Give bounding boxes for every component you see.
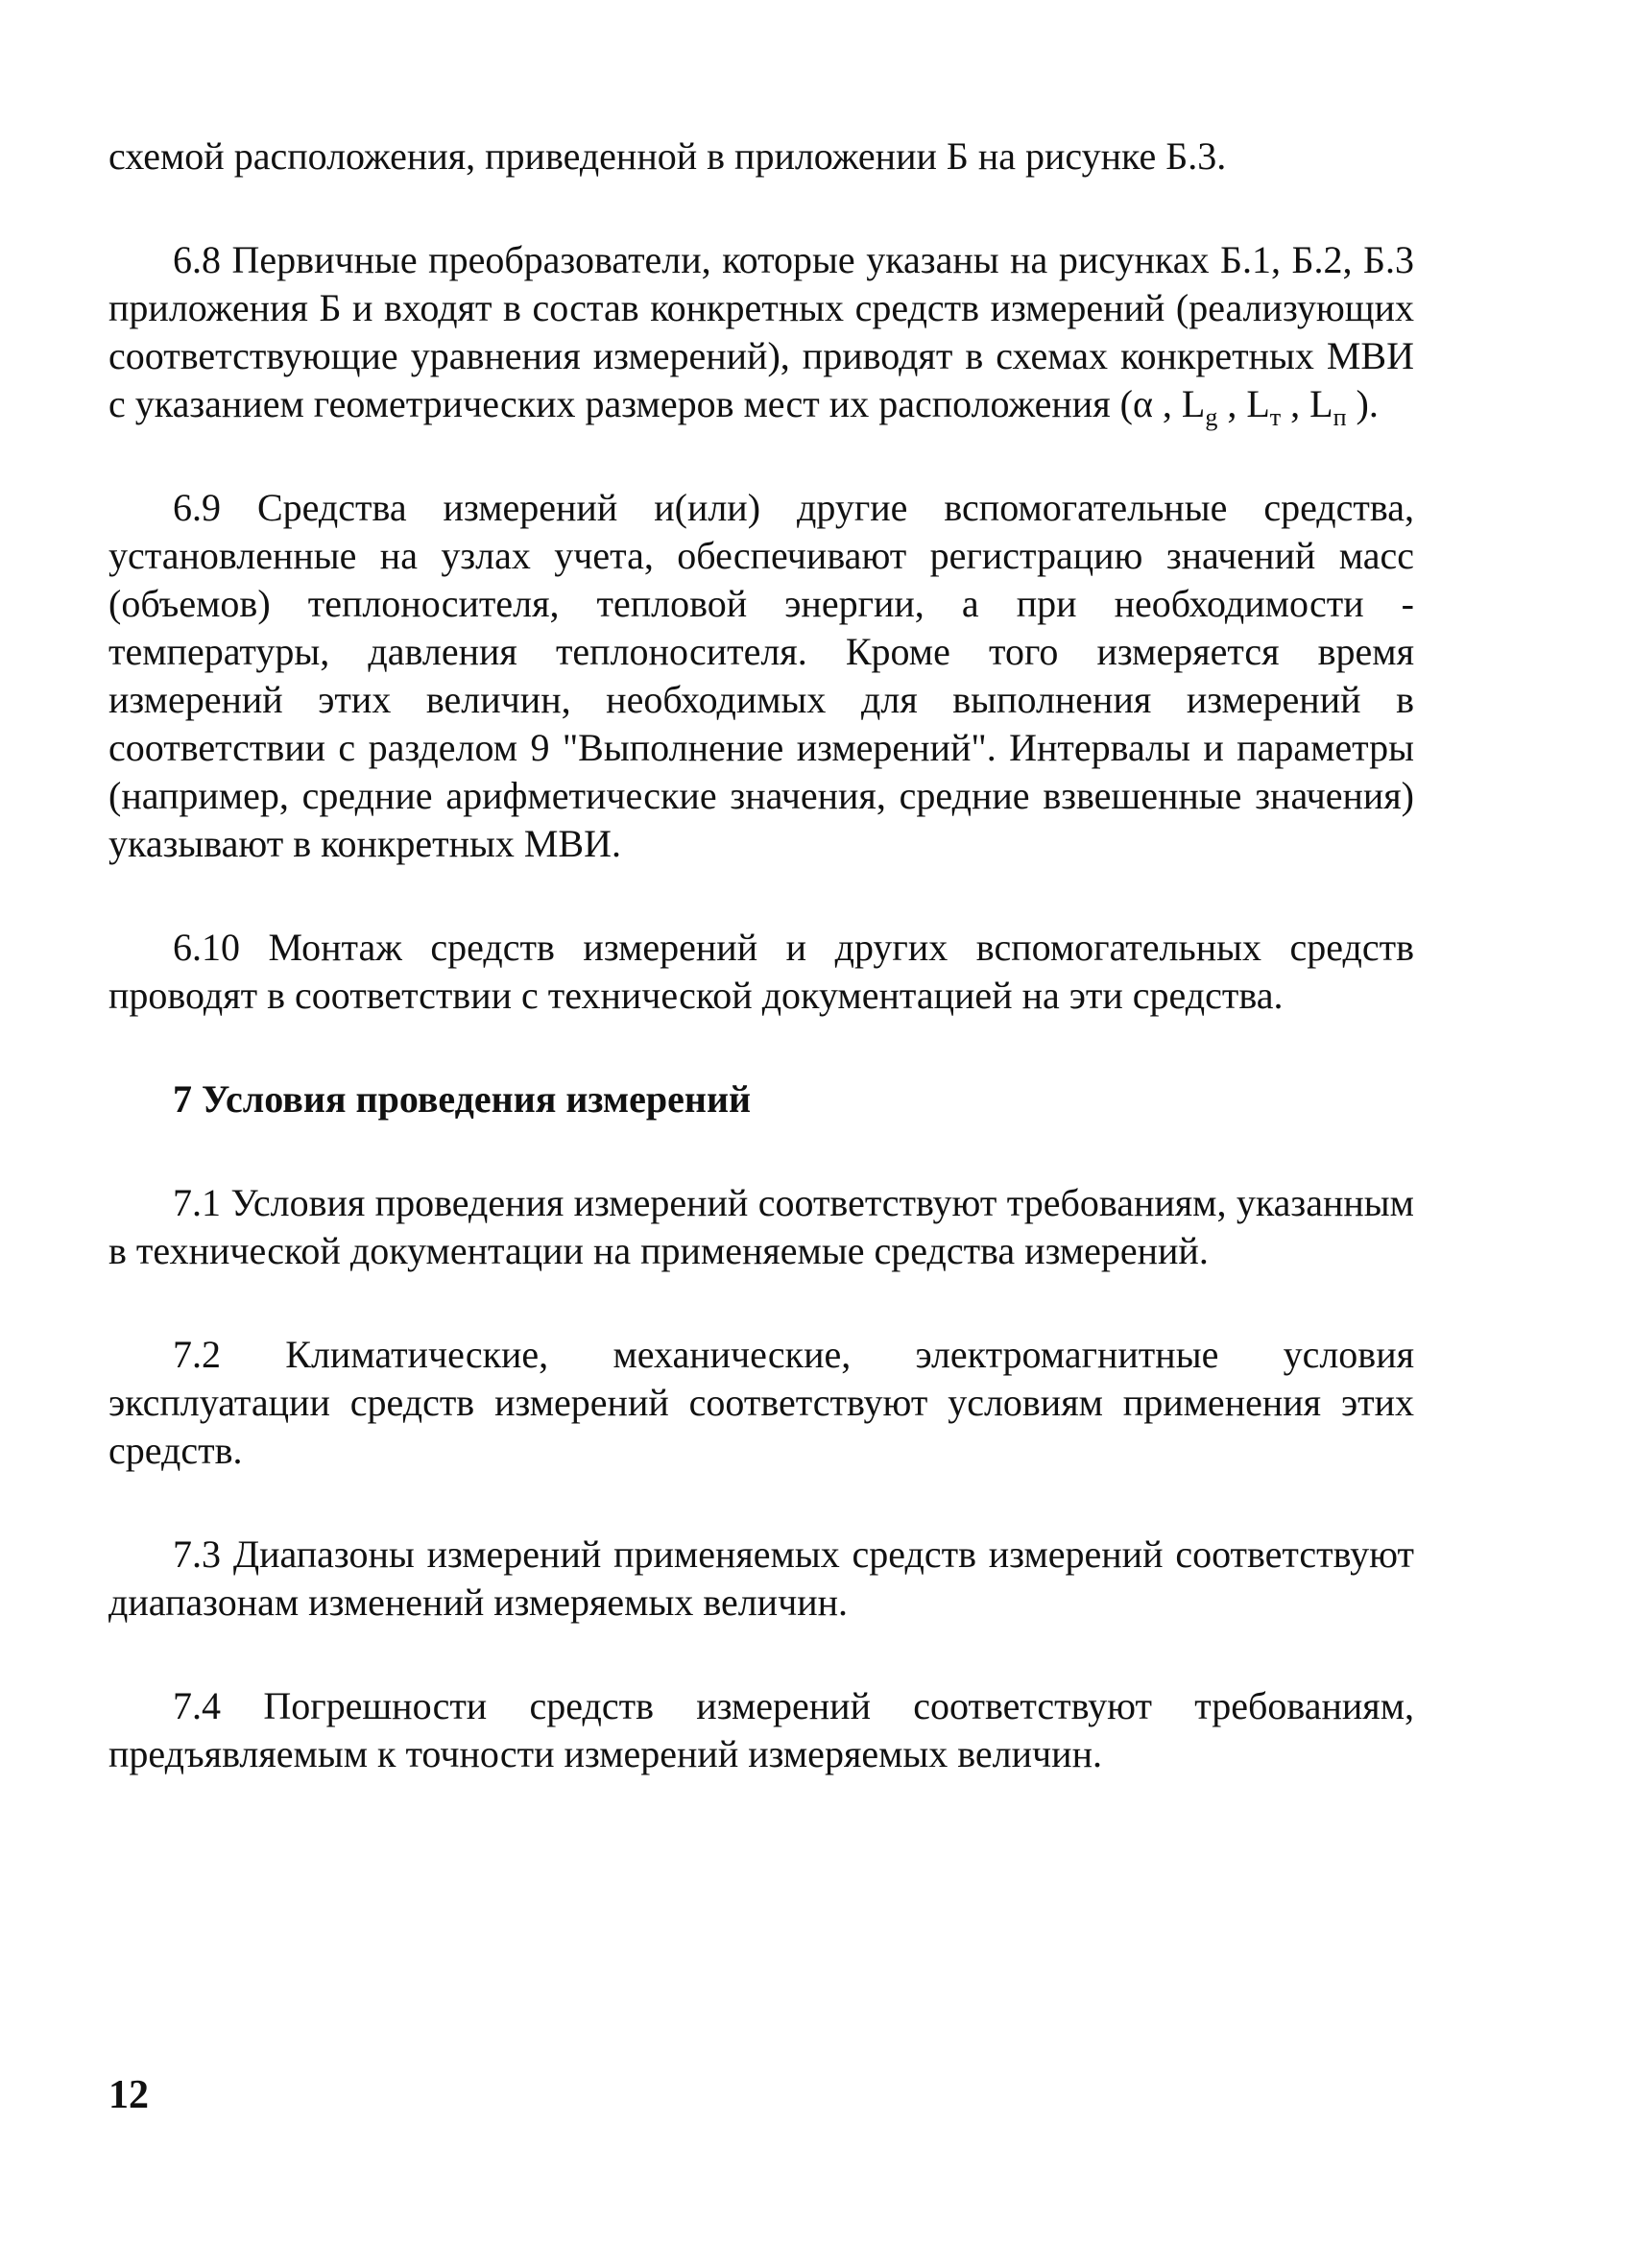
paragraph-7-2: 7.2 Климатические, механические, электромагнитные условия эксплуатации средств измерений соответствуют условиям применения этих средств. — [108, 1333, 1414, 1472]
paragraph-continuation: схемой расположения, приведенной в приложении Б на рисунке Б.3. — [108, 134, 1227, 178]
paragraph-6-9: 6.9 Средства измерений и(или) другие вспомогательные средства, установленные на узлах учета, обеспечивают регистрацию значений масс (объемов) теплоносителя, тепловой энергии, а при необходимости - температуры, давления теплоносителя. Кроме того измеряется время измерений этих величин, необходимых для выполнения измерений в соответствии с разделом 9 "Выполнение измерений". Интервалы и параметры (например, средние арифметические значения, средние взвешенные значения) указывают в конкретных МВИ. — [108, 486, 1414, 865]
paragraph-6-10: 6.10 Монтаж средств измерений и других вспомогательных средств проводят в соответствии с технической документацией на эти средства. — [108, 926, 1414, 1017]
symbol-lg: L — [1181, 382, 1206, 425]
symbol-lg-subscript: g — [1205, 403, 1218, 431]
page-number: 12 — [108, 2073, 149, 2117]
symbol-lt: L — [1246, 382, 1270, 425]
symbol-lt-subscript: т — [1269, 403, 1282, 431]
symbol-ln: L — [1309, 382, 1333, 425]
paragraph-6-8 — [108, 236, 1414, 431]
separator-2: , — [1217, 382, 1247, 425]
paragraph-7-3: 7.3 Диапазоны измерений применяемых средств измерений соответствуют диапазонам изменений измеряемых величин. — [108, 1532, 1414, 1624]
separator-3: , — [1281, 382, 1310, 425]
section-heading-7: 7 Условия проведения измерений — [173, 1077, 752, 1121]
document-page — [108, 133, 1414, 1834]
paragraph-7-4: 7.4 Погрешности средств измерений соответствуют требованиям, предъявляемым к точности измерений измеряемых величин. — [108, 1684, 1414, 1775]
paragraph-7-1: 7.1 Условия проведения измерений соответствуют требованиям, указанным в технической документации на применяемые средства измерений. — [108, 1181, 1414, 1272]
paragraph-6-8-end: ). — [1346, 382, 1379, 425]
separator-1: , — [1152, 382, 1182, 425]
paragraph-6-8-text: 6.8 Первичные преобразователи, которые указаны на рисунках Б.1, Б.2, Б.3 приложения Б и входят в состав конкретных средств измерений (реализующих соответствующие уравнения измерений), приводят в схемах конкретных МВИ с указанием геометрических размеров мест их расположения ( — [108, 238, 1414, 425]
symbol-alpha: α — [1132, 382, 1153, 425]
symbol-ln-subscript: п — [1333, 403, 1347, 431]
